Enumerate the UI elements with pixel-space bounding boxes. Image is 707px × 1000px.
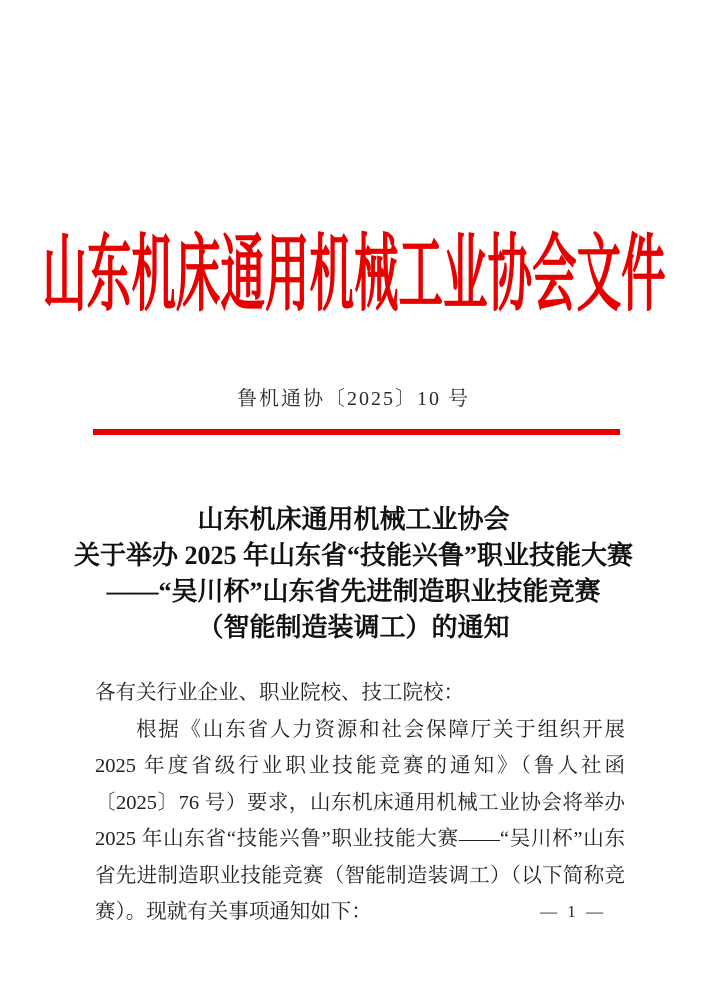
salutation-line: 各有关行业企业、职业院校、技工院校： xyxy=(95,682,464,704)
body-paragraph: 根据《山东省人力资源和社会保障厅关于组织开展 2025 年度省级行业职业技能竞赛的通知》（鲁人社函〔2025〕76 号）要求，山东机床通用机械工业协会将举办 2025 年山东省“技能兴鲁”职业技能大赛——“吴川杯”山东省先进制造职业技能竞赛（智能制造装调工）（以下简称竞赛）。现就有关事项通知如下： xyxy=(95,718,625,923)
document-title xyxy=(40,502,667,646)
title-line-3: ——“吴川杯”山东省先进制造职业技能竞赛 xyxy=(106,577,601,606)
doc-number: 鲁机通协〔2025〕10 号 xyxy=(237,388,470,410)
org-header-banner xyxy=(0,230,707,322)
title-line-2: 关于举办 2025 年山东省“技能兴鲁”职业技能大赛 xyxy=(73,541,633,570)
document-body xyxy=(95,675,625,931)
title-line-4: （智能制造装调工）的通知 xyxy=(197,613,510,642)
org-header-text: 山东机床通用机械工业协会文件 xyxy=(41,229,666,322)
page-number: — 1 — xyxy=(540,902,606,921)
red-divider-line xyxy=(93,429,620,435)
title-line-1: 山东机床通用机械工业协会 xyxy=(197,505,510,534)
